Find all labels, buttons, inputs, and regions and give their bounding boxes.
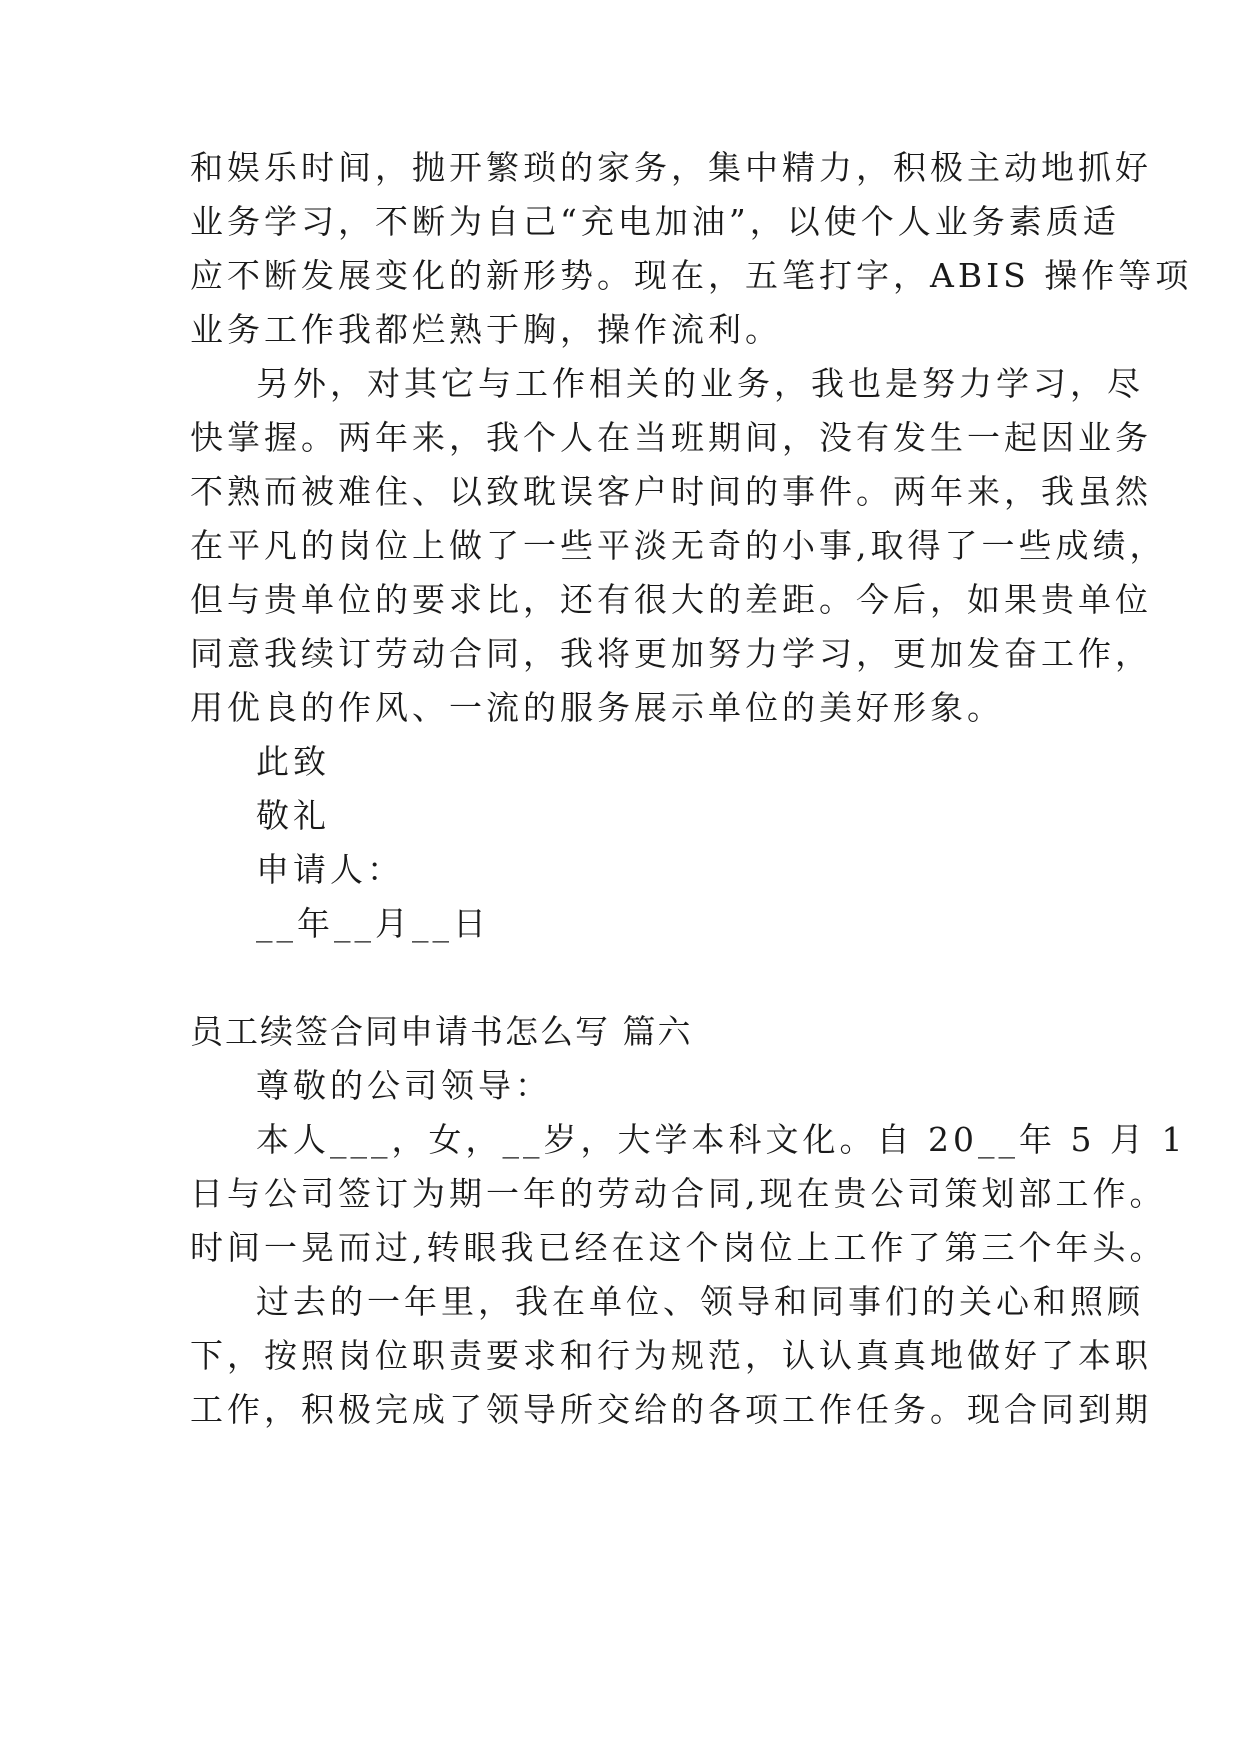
- section-title: 员工续签合同申请书怎么写 篇六: [190, 1012, 693, 1051]
- paragraph-2-line-4: 在平凡的岗位上做了一些平淡无奇的小事,取得了一些成绩，: [190, 526, 1167, 565]
- paragraph-3-line-2: 日与公司签订为期一年的劳动合同,现在贵公司策划部工作。: [190, 1174, 1167, 1213]
- paragraph-1-line-4: 业务工作我都烂熟于胸，操作流利。: [190, 310, 782, 349]
- paragraph-2-line-5: 但与贵单位的要求比，还有很大的差距。今后，如果贵单位: [190, 580, 1152, 619]
- paragraph-2-line-3: 不熟而被难住、以致耽误客户时间的事件。两年来，我虽然: [190, 472, 1152, 511]
- paragraph-4-line-2: 下，按照岗位职责要求和行为规范，认认真真地做好了本职: [190, 1336, 1152, 1375]
- date-line: __年__月__日: [256, 904, 490, 943]
- paragraph-4-line-1: 过去的一年里，我在单位、领导和同事们的关心和照顾: [256, 1282, 1144, 1321]
- paragraph-2-line-7: 用优良的作风、一流的服务展示单位的美好形象。: [190, 688, 1004, 727]
- paragraph-2-line-1: 另外，对其它与工作相关的业务，我也是努力学习，尽: [256, 364, 1144, 403]
- paragraph-1-line-1: 和娱乐时间，抛开繁琐的家务，集中精力，积极主动地抓好: [190, 148, 1152, 187]
- closing-salutation-2: 敬礼: [256, 796, 330, 835]
- paragraph-1-line-2: 业务学习，不断为自己“充电加油”，以使个人业务素质适: [190, 202, 1120, 241]
- closing-salutation-1: 此致: [256, 742, 330, 781]
- paragraph-1-line-3: 应不断发展变化的新形势。现在，五笔打字，ABIS 操作等项: [190, 256, 1193, 295]
- paragraph-2-line-2: 快掌握。两年来，我个人在当班期间，没有发生一起因业务: [190, 418, 1152, 457]
- paragraph-4-line-3: 工作，积极完成了领导所交给的各项工作任务。现合同到期: [190, 1390, 1152, 1429]
- greeting: 尊敬的公司领导：: [256, 1066, 552, 1105]
- paragraph-2-line-6: 同意我续订劳动合同，我将更加努力学习，更加发奋工作，: [190, 634, 1152, 673]
- paragraph-3-line-1: 本人___，女，__岁，大学本科文化。自 20__年 5 月 1: [256, 1120, 1187, 1159]
- applicant-label: 申请人：: [256, 850, 404, 889]
- paragraph-3-line-3: 时间一晃而过,转眼我已经在这个岗位上工作了第三个年头。: [190, 1228, 1167, 1267]
